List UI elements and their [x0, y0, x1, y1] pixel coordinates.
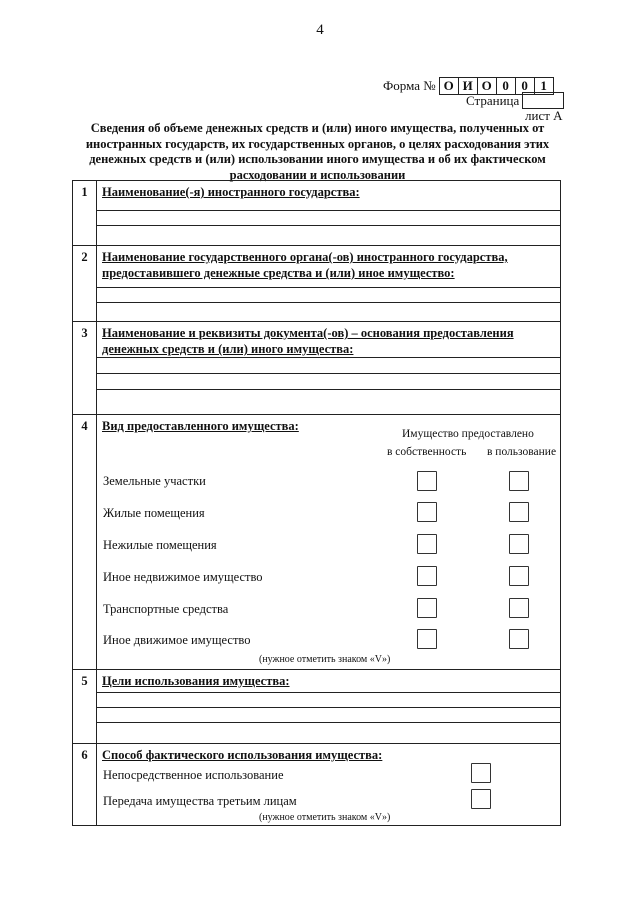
section-number: 3: [73, 322, 97, 414]
blank-line[interactable]: [97, 373, 560, 374]
blank-line[interactable]: [97, 389, 560, 390]
form-number-cell: 0: [497, 78, 516, 94]
section-heading-text: Способ фактического использования имущества:: [102, 748, 383, 762]
blank-line[interactable]: [97, 692, 560, 693]
section-5: [73, 669, 560, 743]
use-checkbox[interactable]: [509, 534, 529, 554]
page-number: 4: [316, 22, 324, 38]
ownership-checkbox[interactable]: [417, 566, 437, 586]
sheet-label: лист А: [525, 108, 563, 123]
form-title: Сведения об объеме денежных средств и (или) иного имущества, полученных от иностранных государств, их государственных органов, о целях расходования этих денежных средств и (или) использовании иного имущества и об их фактическом расходовании и использовании: [85, 121, 550, 182]
section-4: [73, 414, 560, 669]
section-heading: [102, 747, 382, 763]
form-number-cell: О: [478, 78, 497, 94]
property-type-label: Нежилые помещения: [103, 538, 217, 552]
form-number-cell: О: [440, 78, 459, 94]
usage-method-label: Непосредственное использование: [103, 768, 284, 782]
ownership-checkbox[interactable]: [417, 471, 437, 491]
section-number: 4: [73, 415, 97, 669]
ownership-checkbox[interactable]: [417, 534, 437, 554]
usage-method-checkbox[interactable]: [471, 763, 491, 783]
section-heading-text: Вид предоставленного имущества:: [102, 419, 299, 433]
use-checkbox[interactable]: [509, 566, 529, 586]
form-number-cell: И: [459, 78, 478, 94]
ownership-checkbox[interactable]: [417, 629, 437, 649]
section-heading: [102, 673, 290, 689]
usage-method-checkbox[interactable]: [471, 789, 491, 809]
property-type-label: Земельные участки: [103, 474, 206, 488]
blank-line[interactable]: [97, 210, 560, 211]
use-checkbox[interactable]: [509, 629, 529, 649]
ownership-checkbox[interactable]: [417, 598, 437, 618]
use-checkbox[interactable]: [509, 502, 529, 522]
blank-line[interactable]: [97, 302, 560, 303]
section-3: [73, 321, 560, 414]
checkbox-note: (нужное отметить знаком «V»): [259, 654, 391, 665]
property-type-label: Транспортные средства: [103, 602, 229, 616]
usage-method-label: Передача имущества третьим лицам: [103, 794, 297, 808]
section-number: 5: [73, 670, 97, 743]
form-number-cell: 1: [540, 78, 547, 93]
blank-line[interactable]: [97, 225, 560, 226]
section-6: [73, 743, 560, 825]
form-number-label: Форма №: [383, 78, 436, 93]
property-type-label: Иное движимое имущество: [103, 633, 251, 647]
ownership-checkbox[interactable]: [417, 502, 437, 522]
use-checkbox[interactable]: [509, 598, 529, 618]
page-label: Страница: [466, 92, 520, 108]
page-input[interactable]: [522, 92, 564, 109]
section-number: 2: [73, 246, 97, 321]
section-number: 6: [73, 744, 97, 825]
property-type-label: Жилые помещения: [103, 506, 205, 520]
section-heading-text: Наименование(-я) иностранного государства:: [102, 185, 360, 199]
use-checkbox[interactable]: [509, 471, 529, 491]
section-number: 1: [73, 181, 97, 245]
form-number-cell: 0: [516, 78, 535, 94]
section-heading: [102, 249, 562, 281]
blank-line[interactable]: [97, 707, 560, 708]
blank-line[interactable]: [97, 287, 560, 288]
property-type-label: Иное недвижимое имущество: [103, 570, 263, 584]
section-heading: [102, 184, 360, 200]
section-heading-text: Наименование и реквизиты документа(-ов) – основания предоставления денежных средств и (или) иного имущества:: [102, 326, 514, 356]
section-heading: [102, 325, 562, 357]
checkbox-note: (нужное отметить знаком «V»): [259, 812, 391, 823]
column-group-header: Имущество предоставлено: [402, 428, 534, 440]
section-heading: [102, 418, 299, 434]
blank-line[interactable]: [97, 357, 560, 358]
page-field: [466, 92, 564, 109]
form-table: [72, 180, 561, 826]
section-heading-text: Наименование государственного органа(-ов) иностранного государства, предоставившего денежные средства и (или) иное имущество:: [102, 250, 508, 280]
column-header-ownership: в собственность: [387, 446, 467, 458]
column-header-use: в пользование: [487, 446, 557, 458]
blank-line[interactable]: [97, 722, 560, 723]
section-1: [73, 181, 560, 245]
section-heading-text: Цели использования имущества:: [102, 674, 290, 688]
section-2: [73, 245, 560, 321]
